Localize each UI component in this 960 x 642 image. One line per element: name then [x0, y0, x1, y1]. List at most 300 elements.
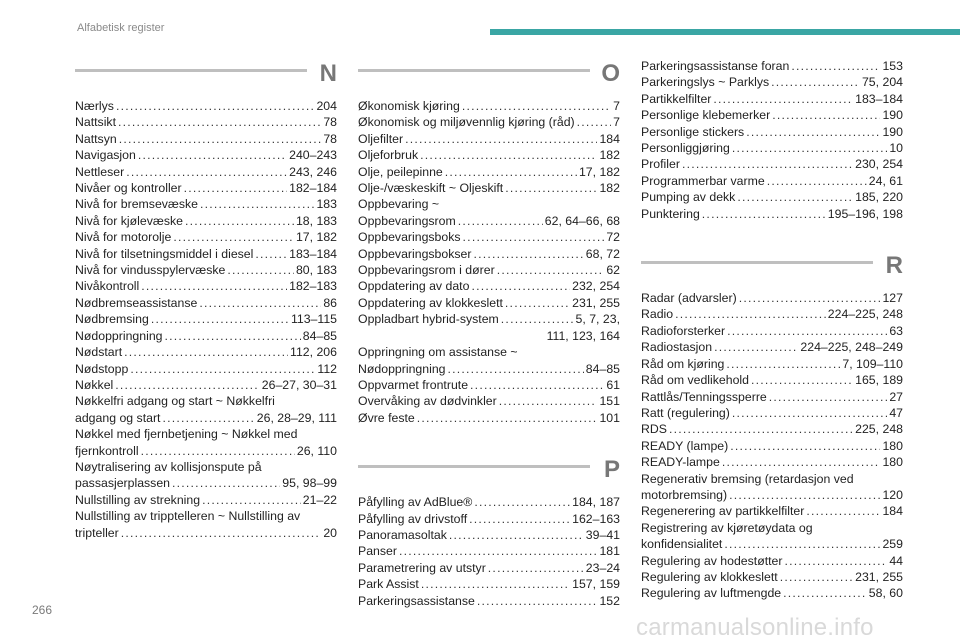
entry-term-prefix: Oppbevaring ~ — [358, 197, 440, 212]
section-heading — [358, 454, 620, 490]
section-spacer — [641, 222, 903, 250]
entry-term: Partikkelfilter — [641, 91, 712, 106]
index-entry — [358, 393, 620, 409]
entry-pages: 7, 109–110 — [842, 356, 903, 371]
entry-term: Ratt (regulering) — [641, 405, 730, 420]
dot-leader — [577, 114, 612, 130]
index-entry — [641, 372, 903, 388]
index-entry — [641, 421, 903, 437]
entry-pages: 17, 182 — [578, 164, 620, 179]
entry-pages: 162–163 — [572, 511, 620, 526]
entry-line — [358, 131, 620, 147]
entry-pages: 44 — [889, 553, 903, 568]
entry-pages: 153 — [882, 59, 903, 73]
index-entry — [75, 131, 337, 147]
index-entry — [358, 410, 620, 426]
dot-leader — [421, 576, 570, 592]
dot-leader — [722, 454, 881, 470]
entry-term: Nullstilling av strekning — [75, 492, 201, 507]
entry-term: Oppbevaringsrom i dører — [358, 263, 495, 278]
entry-pages: 86 — [323, 295, 337, 310]
entry-term: Personlige stickers — [641, 124, 745, 139]
index-entry — [641, 107, 903, 123]
index-entry — [641, 471, 903, 504]
index-entry — [641, 306, 903, 322]
entry-term-prefix: Nullstilling av tripptelleren ~ Nullstilling av — [75, 509, 301, 524]
dot-leader — [126, 164, 287, 180]
entry-pages: 180 — [882, 455, 903, 470]
entry-term: Råd om vedlikehold — [641, 373, 750, 388]
entry-term: Olje-/væskeskift ~ Oljeskift — [358, 181, 504, 196]
index-entry — [641, 356, 903, 372]
index-entry — [358, 180, 620, 196]
entry-term: Økonomisk kjøring — [358, 99, 460, 113]
entry-term: Nødbremseassistanse — [75, 295, 198, 310]
entry-term: RDS — [641, 422, 667, 437]
dot-leader — [751, 372, 853, 388]
entry-term: Panser — [358, 544, 397, 559]
section-spacer — [358, 426, 620, 454]
index-entry — [75, 147, 337, 163]
entry-pages: 165, 189 — [855, 373, 903, 388]
index-entry — [75, 377, 337, 393]
entry-line — [75, 229, 337, 245]
entry-term: Regulering av hodestøtter — [641, 553, 783, 568]
index-entry — [75, 344, 337, 360]
index-entry — [641, 323, 903, 339]
entry-term: Nærlys — [75, 99, 114, 113]
dot-leader — [255, 246, 287, 262]
entry-pages: 183–184 — [855, 91, 903, 106]
dot-leader — [769, 389, 888, 405]
entry-pages: 24, 61 — [868, 173, 903, 188]
entry-pages: 72 — [606, 230, 620, 245]
index-entry — [75, 98, 337, 114]
entry-pages: 181 — [599, 544, 620, 559]
dot-leader — [141, 278, 287, 294]
entry-line — [641, 389, 903, 405]
index-column-1 — [75, 58, 337, 541]
entry-pages: 157, 159 — [572, 577, 620, 592]
index-entry — [358, 262, 620, 278]
section-rule — [641, 261, 873, 264]
entry-line — [75, 361, 337, 377]
entry-pages: 185, 220 — [855, 190, 903, 205]
dot-leader — [130, 361, 315, 377]
entry-term: Rattlås/Tenningssperre — [641, 389, 767, 404]
entry-pages: 182 — [599, 181, 620, 196]
index-entry — [358, 114, 620, 130]
entry-line — [75, 98, 337, 114]
entry-line — [641, 356, 903, 372]
entry-term: Parametrering av utstyr — [358, 560, 486, 575]
dot-leader — [682, 156, 853, 172]
section-letter: P — [603, 456, 620, 484]
entry-pages: 113–115 — [290, 312, 337, 327]
entry-line — [641, 585, 903, 601]
entry-pages: 26–27, 30–31 — [261, 377, 337, 392]
entry-line — [75, 410, 337, 426]
entry-term: READY (lampe) — [641, 438, 729, 453]
entry-term: Regulering av klokkeslett — [641, 569, 778, 584]
index-column-2 — [358, 58, 620, 609]
entry-pages: 182–183 — [289, 279, 337, 294]
dot-leader — [771, 74, 860, 90]
entry-term: Overvåking av dødvinkler — [358, 394, 497, 409]
entry-line — [75, 147, 337, 163]
entry-term: Oljefilter — [358, 131, 404, 146]
index-entry — [75, 361, 337, 377]
dot-leader — [119, 131, 322, 147]
dot-leader — [746, 124, 880, 140]
entry-term: Oppdatering av klokkeslett — [358, 295, 503, 310]
entry-term: motorbremsing) — [641, 487, 728, 502]
entry-term: Økonomisk og miljøvennlig kjøring (råd) — [358, 115, 575, 130]
entry-line — [641, 438, 903, 454]
dot-leader — [783, 585, 867, 601]
dot-leader — [162, 410, 254, 426]
entry-pages: 26, 110 — [296, 443, 337, 458]
entry-line — [641, 405, 903, 421]
entry-term: Radiostasjon — [641, 340, 713, 355]
section-heading — [75, 58, 337, 94]
entry-line — [358, 278, 620, 294]
entry-line — [75, 377, 337, 393]
entry-pages: 7 — [613, 115, 620, 130]
index-entry — [75, 246, 337, 262]
index-entry — [641, 454, 903, 470]
index-entry — [75, 426, 337, 459]
dot-leader — [202, 492, 301, 508]
dot-leader — [118, 114, 321, 130]
entry-line — [641, 536, 903, 552]
entry-term: Radio — [641, 307, 674, 322]
entry-line — [75, 492, 337, 508]
entry-line — [358, 147, 620, 163]
dot-leader — [173, 229, 294, 245]
entry-pages: 182–184 — [289, 181, 337, 196]
section-letter: O — [601, 60, 620, 87]
index-entry — [641, 189, 903, 205]
section-letter: R — [885, 252, 903, 280]
entry-term: Påfylling av AdBlue® — [358, 495, 473, 510]
entry-line — [75, 344, 337, 360]
entry-line — [358, 114, 620, 130]
entry-term: Pumping av dekk — [641, 190, 736, 205]
entry-term: Nivå for bremsevæske — [75, 197, 199, 212]
entry-term: Nivåer og kontroller — [75, 181, 182, 196]
entry-term: Nødstopp — [75, 361, 129, 376]
entry-term: Oppdatering av dato — [358, 279, 470, 294]
entry-pages: 182 — [599, 148, 620, 163]
index-entry — [75, 262, 337, 278]
dot-leader — [780, 569, 853, 585]
entry-line — [358, 295, 620, 311]
entry-term: Oljeforbruk — [358, 148, 419, 163]
entry-pages: 27 — [889, 389, 903, 404]
index-entry — [358, 295, 620, 311]
entry-pages: 120 — [882, 487, 903, 502]
entry-pages: 75, 204 — [861, 75, 903, 90]
entry-term: Øvre feste — [358, 410, 415, 425]
entry-pages: 47 — [889, 405, 903, 420]
entry-line — [641, 503, 903, 519]
entry-term: Park Assist — [358, 577, 419, 592]
entry-pages: 230, 254 — [855, 157, 903, 172]
dot-leader — [499, 393, 598, 409]
dot-leader — [497, 262, 605, 278]
dot-leader — [470, 377, 604, 393]
entry-line — [75, 180, 337, 196]
entry-pages: 23–24 — [585, 560, 620, 575]
dot-leader — [138, 147, 287, 163]
entry-line — [641, 290, 903, 306]
entry-line — [358, 229, 620, 245]
entry-term-prefix: Nøkkelfri adgang og start ~ Nøkkelfri — [75, 394, 275, 409]
dot-leader — [785, 553, 888, 569]
index-entry — [358, 131, 620, 147]
entry-line — [75, 131, 337, 147]
dot-leader — [732, 405, 887, 421]
dot-leader — [200, 196, 314, 212]
entry-term: Oppbevaringsrom — [358, 213, 456, 228]
entry-line — [358, 311, 620, 327]
entry-line — [358, 361, 620, 377]
entry-term-prefix: Regenerativ bremsing (retardasjon ved — [641, 471, 854, 486]
dot-leader — [767, 173, 867, 189]
index-entry — [641, 290, 903, 306]
index-entry — [358, 560, 620, 576]
dot-leader — [471, 278, 570, 294]
entry-pages-continued: 111, 123, 164 — [546, 328, 620, 343]
dot-leader — [675, 306, 826, 322]
entry-pages: 231, 255 — [855, 569, 903, 584]
entry-term: Oppladbart hybrid-system — [358, 312, 499, 327]
entry-line — [641, 454, 903, 470]
entry-term: passasjerplassen — [75, 476, 171, 491]
entry-line — [641, 421, 903, 437]
entry-term-prefix: Nøytralisering av kollisjonspute på — [75, 459, 262, 474]
index-entry — [641, 569, 903, 585]
dot-leader — [405, 131, 597, 147]
entry-line — [358, 98, 620, 114]
dot-leader — [165, 328, 301, 344]
entry-line — [641, 74, 903, 90]
section-heading — [641, 250, 903, 286]
entry-term: tripteller — [75, 525, 119, 540]
index-entry — [641, 173, 903, 189]
entry-term: Parkeringsassistanse foran — [641, 59, 790, 73]
entry-pages: 224–225, 248 — [827, 307, 903, 322]
dot-leader — [505, 180, 597, 196]
entry-pages: 80, 183 — [295, 263, 337, 278]
entry-line — [75, 525, 337, 541]
dot-leader — [474, 494, 570, 510]
entry-term: Oppbevaringsbokser — [358, 246, 472, 261]
entry-line — [75, 443, 337, 459]
index-entry — [641, 91, 903, 107]
dot-leader — [463, 229, 605, 245]
entry-pages: 127 — [882, 291, 903, 306]
entry-pages: 58, 60 — [868, 586, 903, 601]
index-entry — [75, 459, 337, 492]
entry-pages: 95, 98–99 — [282, 476, 337, 491]
entry-line — [641, 58, 903, 74]
dot-leader — [151, 311, 289, 327]
index-entry — [75, 295, 337, 311]
dot-leader — [445, 164, 577, 180]
index-entry — [75, 508, 337, 541]
entry-term: Olje, peilepinne — [358, 164, 443, 179]
section-heading — [358, 58, 620, 94]
index-entry — [75, 164, 337, 180]
entry-term: Nattsikt — [75, 115, 116, 130]
entry-pages: 112 — [317, 361, 337, 376]
entry-line — [358, 593, 620, 609]
entry-line — [75, 262, 337, 278]
index-entry — [358, 511, 620, 527]
entry-pages: 20 — [323, 525, 337, 540]
entry-term: konfidensialitet — [641, 537, 723, 552]
entry-pages: 62 — [606, 263, 620, 278]
entry-pages: 26, 28–29, 111 — [256, 410, 337, 425]
entry-line — [75, 475, 337, 491]
entry-line — [358, 543, 620, 559]
entry-pages: 39–41 — [585, 527, 620, 542]
index-entry — [75, 278, 337, 294]
entry-line — [641, 323, 903, 339]
entry-pages: 183 — [316, 197, 337, 212]
entry-pages: 84–85 — [302, 328, 337, 343]
dot-leader — [141, 443, 295, 459]
entry-line — [641, 553, 903, 569]
entry-line — [75, 278, 337, 294]
index-entry — [641, 74, 903, 90]
entry-term: Nødbremsing — [75, 312, 149, 327]
entry-line — [641, 189, 903, 205]
entry-line — [358, 377, 620, 393]
entry-line — [75, 164, 337, 180]
dot-leader — [702, 206, 826, 222]
entry-line — [641, 91, 903, 107]
index-column-3 — [641, 58, 903, 602]
index-entry — [358, 164, 620, 180]
index-entry — [75, 393, 337, 426]
entry-line — [641, 124, 903, 140]
dot-leader — [473, 246, 583, 262]
index-entry — [641, 140, 903, 156]
dot-leader — [184, 180, 288, 196]
index-entry — [358, 494, 620, 510]
index-entry — [641, 206, 903, 222]
entry-pages: 68, 72 — [585, 246, 620, 261]
entry-term: Profiler — [641, 157, 680, 172]
entry-line — [641, 569, 903, 585]
entry-line — [641, 487, 903, 503]
entry-pages: 62, 64–66, 68 — [544, 213, 620, 228]
entry-line — [358, 527, 620, 543]
index-entry — [641, 520, 903, 553]
entry-term: Oppvarmet frontrute — [358, 377, 469, 392]
section-rule — [75, 69, 307, 72]
entry-pages: 184 — [882, 504, 903, 519]
index-entry — [641, 438, 903, 454]
entry-term: Nivå for motorolje — [75, 230, 172, 245]
section-rule — [358, 69, 590, 72]
dot-leader — [185, 213, 294, 229]
entry-line — [358, 164, 620, 180]
dot-leader — [713, 91, 853, 107]
dot-leader — [505, 295, 570, 311]
page-number: 266 — [32, 603, 53, 617]
entry-pages: 78 — [323, 131, 337, 146]
entry-term: Påfylling av drivstoff — [358, 511, 468, 526]
entry-pages: 243, 246 — [289, 164, 337, 179]
entry-term: Regenerering av partikkelfilter — [641, 504, 805, 519]
entry-pages: 101 — [599, 410, 620, 425]
dot-leader — [417, 410, 598, 426]
entry-pages: 151 — [599, 394, 620, 409]
entry-line — [75, 246, 337, 262]
dot-leader — [124, 344, 288, 360]
index-entry — [641, 553, 903, 569]
entry-pages: 78 — [323, 115, 337, 130]
running-header-title: Alfabetisk register — [77, 22, 165, 34]
entry-term: Nødoppringning — [75, 328, 163, 343]
entry-term: Nattsyn — [75, 131, 117, 146]
entry-term: Nettleser — [75, 164, 125, 179]
entry-term: Nødstart — [75, 345, 123, 360]
index-entry — [75, 114, 337, 130]
entry-term-prefix: Nøkkel med fjernbetjening ~ Nøkkel med — [75, 427, 298, 442]
entry-term: Navigasjon — [75, 148, 136, 163]
entry-pages: 232, 254 — [572, 279, 620, 294]
index-entry — [358, 311, 620, 344]
entry-term: Nivå for tilsetningsmiddel i diesel — [75, 246, 254, 261]
index-entry — [641, 503, 903, 519]
dot-leader — [501, 311, 574, 327]
entry-line — [358, 511, 620, 527]
entry-pages: 84–85 — [585, 361, 620, 376]
entry-term: Råd om kjøring — [641, 356, 725, 371]
entry-line — [641, 339, 903, 355]
index-entry — [358, 344, 620, 377]
entry-pages: 17, 182 — [295, 230, 337, 245]
entry-pages: 21–22 — [302, 492, 337, 507]
entry-pages: 224–225, 248–249 — [800, 340, 903, 355]
entry-term: Personliggjøring — [641, 141, 730, 156]
entry-line — [358, 560, 620, 576]
entry-pages: 184, 187 — [572, 495, 620, 510]
entry-line — [75, 311, 337, 327]
dot-leader — [732, 140, 887, 156]
index-entry — [358, 543, 620, 559]
entry-term-prefix: Oppringning om assistanse ~ — [358, 345, 518, 360]
index-entry — [641, 405, 903, 421]
entry-pages: 61 — [606, 377, 620, 392]
entry-pages: 259 — [882, 537, 903, 552]
dot-leader — [227, 262, 294, 278]
entry-line — [75, 213, 337, 229]
entry-term: Radioforsterker — [641, 323, 726, 338]
entry-line — [641, 206, 903, 222]
index-entry — [75, 196, 337, 212]
dot-leader — [199, 295, 321, 311]
entry-pages: 10 — [889, 141, 903, 156]
entry-term: Punktering — [641, 206, 700, 221]
dot-leader — [121, 525, 322, 541]
entry-line — [358, 576, 620, 592]
